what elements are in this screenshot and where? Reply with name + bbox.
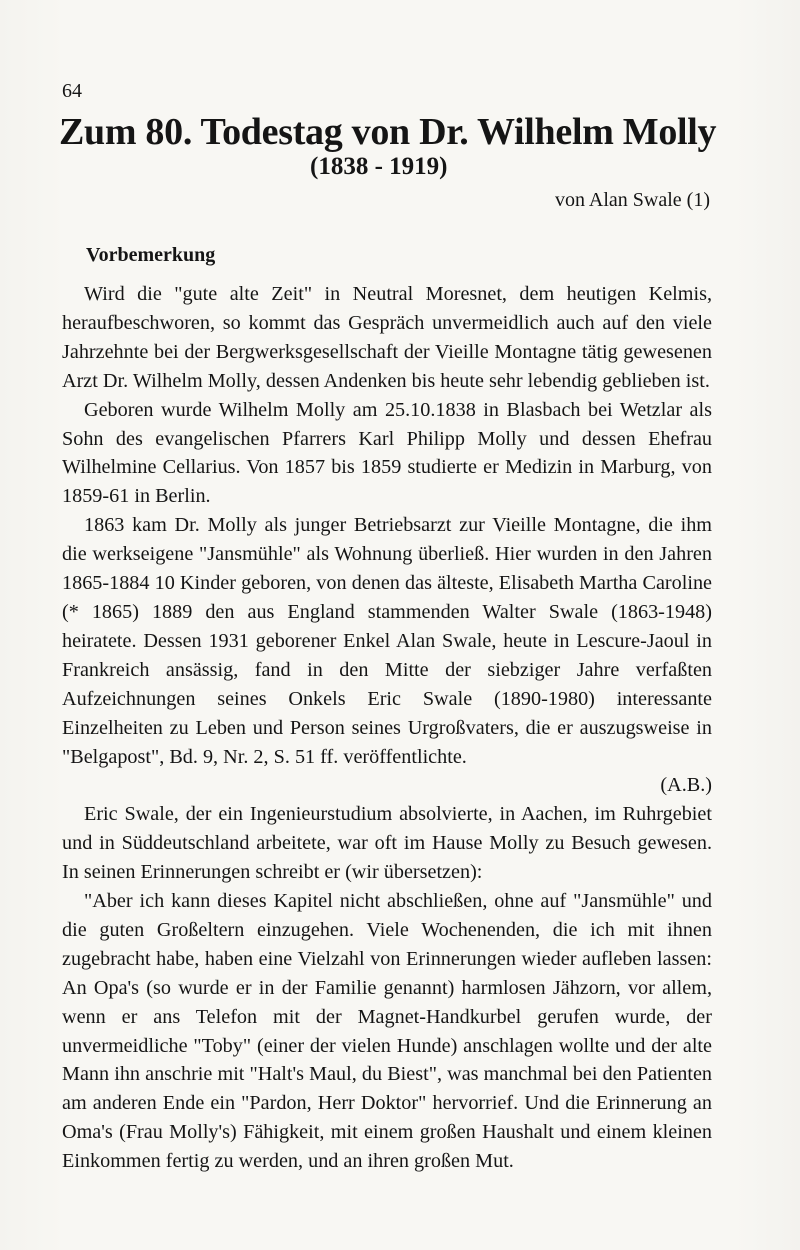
paragraph-2: Geboren wurde Wilhelm Molly am 25.10.1838 in Blasbach bei Wetzlar als Sohn des evangelischen Pfarrers Karl Philipp Molly und dessen Ehefrau Wilhelmine Cellarius. Von 1857 bis 1859 studierte er Medizin in Marburg, von 1859-61 in Berlin. bbox=[62, 398, 712, 508]
page-number: 64 bbox=[62, 80, 82, 102]
article-years: (1838 - 1919) bbox=[310, 153, 448, 180]
section-heading: Vorbemerkung bbox=[86, 244, 216, 266]
article-title: Zum 80. Todestag von Dr. Wilhelm Molly bbox=[59, 111, 717, 153]
author-line: von Alan Swale (1) bbox=[555, 189, 710, 211]
paragraph-5: "Aber ich kann dieses Kapitel nicht abschließen, ohne auf "Jansmühle" und die guten Großeltern einzugehen. Viele Wochenenden, die ich mit ihnen zugebracht habe, haben eine Vielzahl von Erinnerungen wieder aufleben lassen: An Opa's (so wurde er in der Familie genannt) harmlosen Jähzorn, vor allem, wenn er ans Telefon mit der Magnet-Handkurbel gerufen wurde, der unvermeidliche "Toby" (einer der vielen Hunde) anschlagen wollte und der alte Mann ihn anschrie mit "Halt's Maul, du Biest", was manchmal bei den Patienten am anderen Ende ein "Pardon, Herr Doktor" hervorrief. Und die Erinnerung an Oma's (Frau Molly's) Fähigkeit, mit einem großen Haushalt und einem kleinen Einkommen fertig zu werden, und an ihren großen Mut. bbox=[62, 890, 712, 1173]
article-body bbox=[62, 280, 712, 1176]
paragraph-4: Eric Swale, der ein Ingenieurstudium absolvierte, in Aachen, im Ruhrgebiet und in Süddeutschland arbeitete, war oft im Hause Molly zu Besuch gewesen. In seinen Erinnerungen schreibt er (wir übersetzen): bbox=[62, 803, 712, 884]
paragraph-1: Wird die "gute alte Zeit" in Neutral Moresnet, dem heutigen Kelmis, heraufbeschworen, so kommt das Gespräch unvermeidlich auch auf den viele Jahrzehnte bei der Bergwerksgesellschaft der Vieille Montagne tätig gewesenen Arzt Dr. Wilhelm Molly, dessen Andenken bis heute sehr lebendig geblieben ist. bbox=[62, 283, 712, 392]
paragraph-3: 1863 kam Dr. Molly als junger Betriebsarzt zur Vieille Montagne, die ihm die werkseigene "Jansmühle" als Wohnung überließ. Hier wurden in den Jahren 1865-1884 10 Kinder geboren, von denen das älteste, Elisabeth Martha Caroline (* 1865) 1889 den aus England stammenden Walter Swale (1863-1948) heiratete. Dessen 1931 geborener Enkel Alan Swale, heute in Lescure-Jaoul in Frankreich ansässig, fand in den Mitte der siebziger Jahre verfaßten Aufzeichnungen seines Onkels Eric Swale (1890-1980) interessante Einzelheiten zu Leben und Person seines Urgroßvaters, die er auszugsweise in "Belgapost", Bd. 9, Nr. 2, S. 51 ff. veröffentlichte. bbox=[62, 514, 712, 768]
editor-initials: (A.B.) bbox=[660, 774, 712, 797]
